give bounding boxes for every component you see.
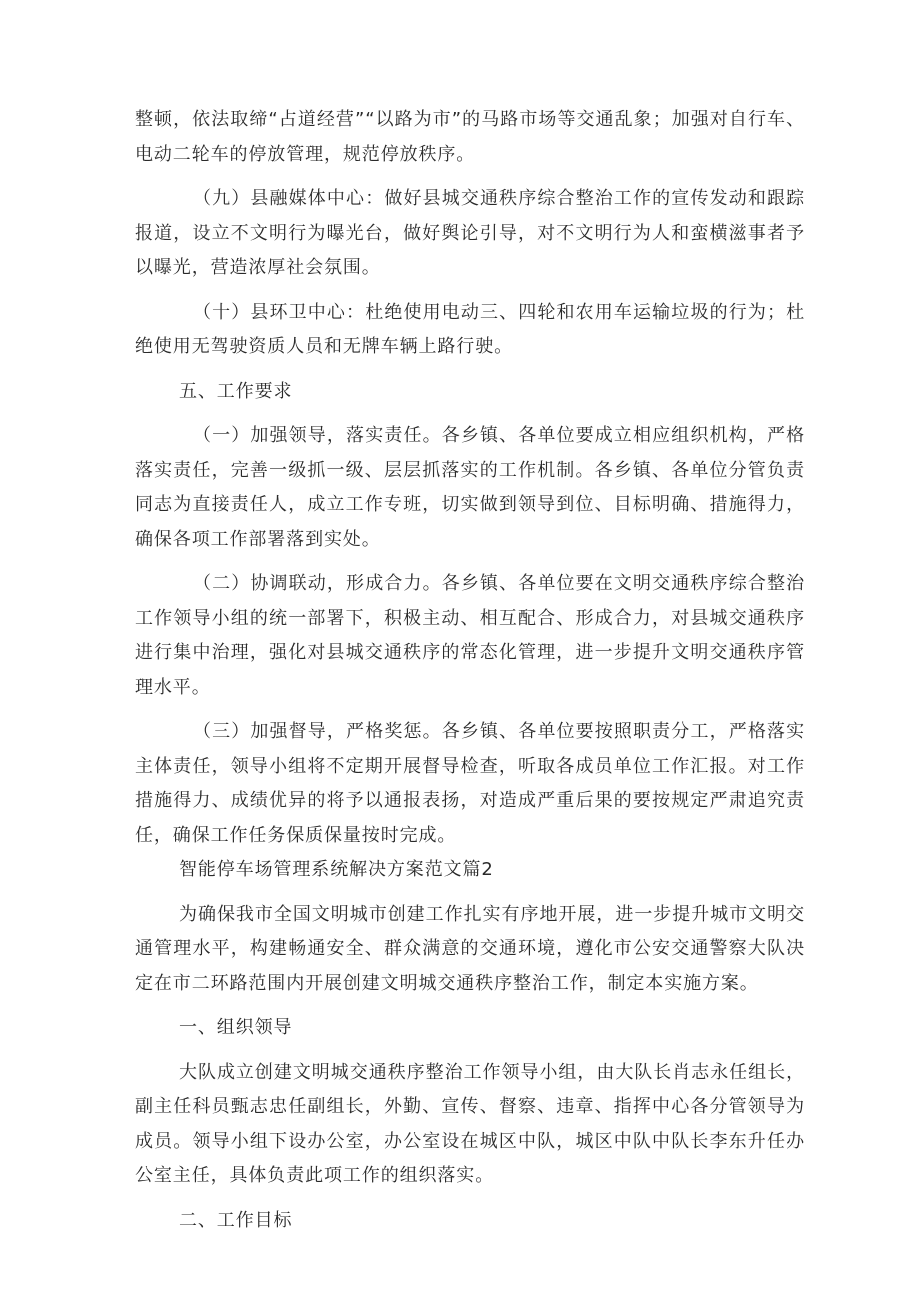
section-heading-1: 一、组织领导 bbox=[179, 1017, 293, 1038]
section-heading-5: 五、工作要求 bbox=[179, 380, 293, 402]
paragraph-requirement-3: （三）加强督导，严格奖惩。各乡镇、各单位要按照职责分工，严格落实主体责任，领导小组将不定期开展督导检查，听取各成员单位工作汇报。对工作措施得力、成绩优异的将予以通报表扬，对造成严重后果的要按规定严肃追究责任，确保工作任务保质保量按时完成。 bbox=[135, 721, 805, 846]
paragraph-item-10: （十）县环卫中心：杜绝使用电动三、四轮和农用车运输垃圾的行为；杜绝使用无驾驶资质人员和无牌车辆上路行驶。 bbox=[135, 301, 805, 357]
document-body bbox=[135, 103, 805, 1238]
section-heading-2: 二、工作目标 bbox=[179, 1209, 293, 1231]
paragraph-item-9: （九）县融媒体中心：做好县城交通秩序综合整治工作的宣传发动和跟踪报道，设立不文明行为曝光台，做好舆论引导，对不文明行为人和蛮横滋事者予以曝光，营造浓厚社会氛围。 bbox=[135, 188, 805, 278]
paragraph-intro: 为确保我市全国文明城市创建工作扎实有序地开展，进一步提升城市文明交通管理水平，构建畅通安全、群众满意的交通环境，遵化市公安交通警察大队决定在市二环路范围内开展创建文明城交通秩序整治工作，制定本实施方案。 bbox=[135, 903, 805, 994]
paragraph-organization: 大队成立创建文明城交通秩序整治工作领导小组，由大队长肖志永任组长，副主任科员甄志忠任副组长，外勤、宣传、督察、违章、指挥中心各分管领导为成员。领导小组下设办公室，办公室设在城区中队，城区中队中队长李东升任办公室主任，具体负责此项工作的组织落实。 bbox=[135, 1061, 805, 1186]
article-title: 智能停车场管理系统解决方案范文篇2 bbox=[179, 859, 494, 880]
paragraph-continuation: 整顿，依法取缔“占道经营”“以路为市”的马路市场等交通乱象；加强对自行车、电动二轮车的停放管理，规范停放秩序。 bbox=[135, 109, 805, 165]
paragraph-requirement-2: （二）协调联动，形成合力。各乡镇、各单位要在文明交通秩序综合整治工作领导小组的统一部署下，积极主动、相互配合、形成合力，对县城交通秩序进行集中治理，强化对县城交通秩序的常态化管理，进一步提升文明交通秩序管理水平。 bbox=[135, 573, 805, 698]
paragraph-requirement-1: （一）加强领导，落实责任。各乡镇、各单位要成立相应组织机构，严格落实责任，完善一级抓一级、层层抓落实的工作机制。各乡镇、各单位分管负责同志为直接责任人，成立工作专班，切实做到领导到位、目标明确、措施得力，确保各项工作部署落到实处。 bbox=[135, 425, 805, 550]
